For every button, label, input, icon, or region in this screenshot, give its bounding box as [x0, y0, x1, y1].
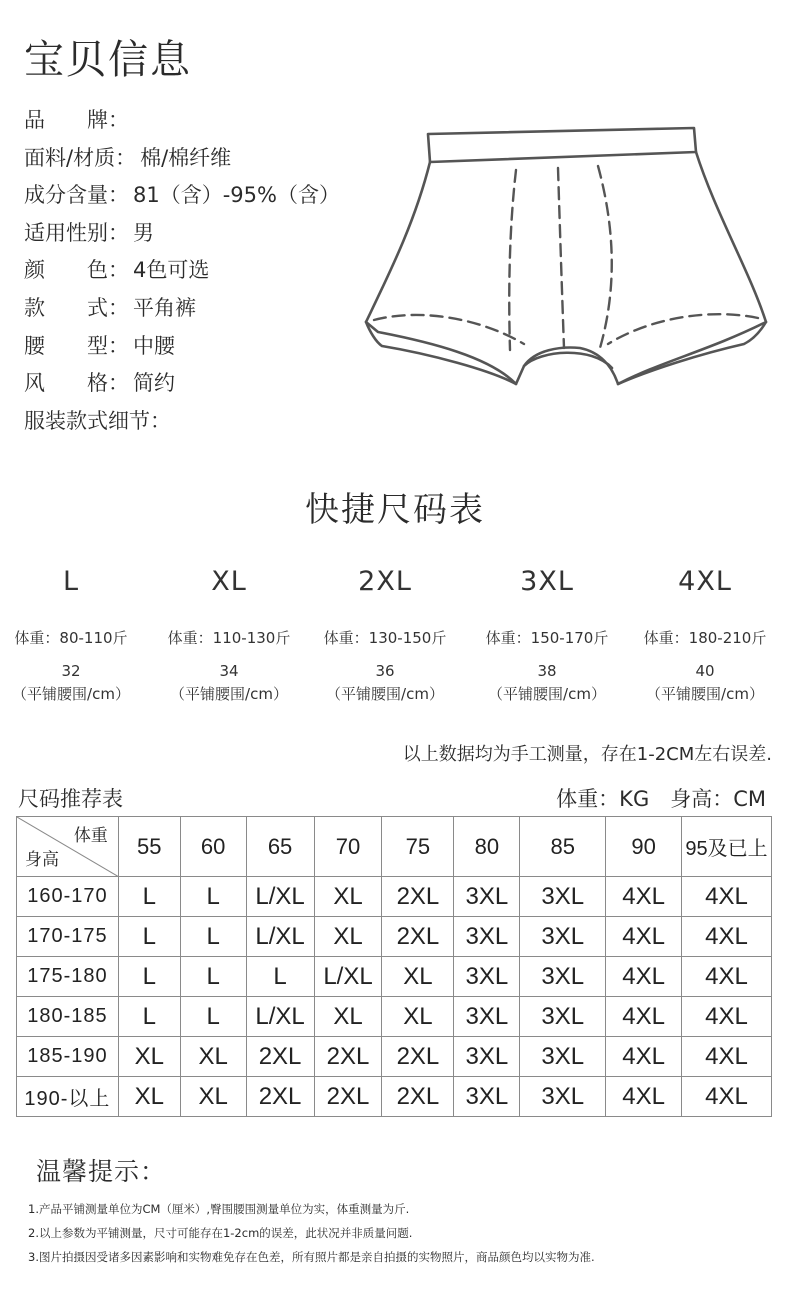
size-cell: 3XL	[454, 1037, 520, 1077]
info-label: 面料/材质：	[24, 145, 137, 170]
size-cell: L/XL	[246, 917, 314, 957]
size-name: 2XL	[358, 566, 412, 597]
weight-header-cell: 55	[118, 817, 180, 877]
weight-header-cell: 85	[520, 817, 606, 877]
table-corner-cell	[17, 817, 119, 877]
size-column	[0, 560, 150, 706]
height-range-cell: 180-185	[17, 997, 119, 1037]
tips-title: 温馨提示：	[36, 1157, 167, 1186]
weight-header-cell: 80	[454, 817, 520, 877]
size-weight-range: 体重：150-170斤	[485, 629, 609, 647]
table-row	[17, 877, 772, 917]
info-row	[24, 367, 340, 405]
weight-header-cell: 95及已上	[682, 817, 772, 877]
size-cell: 3XL	[520, 957, 606, 997]
size-name: XL	[211, 566, 247, 597]
size-cell: L	[118, 877, 180, 917]
size-cell: 3XL	[454, 1077, 520, 1117]
info-label: 成分含量：	[24, 183, 129, 208]
size-cell: L/XL	[314, 957, 382, 997]
size-waist-note: （平铺腰围/cm）	[646, 685, 764, 703]
size-cell: 2XL	[382, 917, 454, 957]
tips-list	[28, 1197, 595, 1269]
size-cell: 3XL	[520, 917, 606, 957]
size-cell: 2XL	[382, 1077, 454, 1117]
info-value: 平角裤	[133, 295, 196, 320]
size-cell: 3XL	[454, 877, 520, 917]
size-column	[468, 560, 626, 706]
table-header-row	[17, 817, 772, 877]
size-waist-note: （平铺腰围/cm）	[488, 685, 606, 703]
info-value: 简约	[133, 371, 175, 396]
size-cell: L	[180, 957, 246, 997]
size-cell: 3XL	[520, 1077, 606, 1117]
size-cell: 4XL	[606, 997, 682, 1037]
size-waist-note: （平铺腰围/cm）	[170, 685, 288, 703]
size-cell: 4XL	[682, 997, 772, 1037]
table-row	[17, 957, 772, 997]
info-label: 腰 型：	[24, 333, 129, 358]
size-cell: L	[180, 877, 246, 917]
size-waist-value: 38	[537, 662, 557, 680]
table-row	[17, 1037, 772, 1077]
quick-size-title: 快捷尺码表	[305, 490, 485, 530]
info-label: 适用性别：	[24, 220, 129, 245]
info-value: 棉/棉纤维	[140, 145, 232, 170]
size-cell: 2XL	[246, 1037, 314, 1077]
weight-header-cell: 70	[314, 817, 382, 877]
size-cell: 3XL	[454, 957, 520, 997]
corner-height-label: 身高	[25, 850, 59, 870]
size-cell: 3XL	[520, 1037, 606, 1077]
size-cell: XL	[180, 1077, 246, 1117]
info-row	[24, 217, 340, 255]
size-column	[306, 560, 464, 706]
size-column	[626, 560, 784, 706]
recommend-units: 体重：KG 身高：CM	[556, 787, 766, 811]
size-name: L	[62, 566, 80, 597]
size-cell: 3XL	[520, 877, 606, 917]
size-waist-value: 36	[375, 662, 395, 680]
size-cell: 2XL	[314, 1077, 382, 1117]
info-value: 中腰	[133, 333, 175, 358]
info-row	[24, 292, 340, 330]
size-cell: 4XL	[682, 957, 772, 997]
size-cell: XL	[314, 877, 382, 917]
size-cell: 4XL	[606, 917, 682, 957]
height-range-cell: 170-175	[17, 917, 119, 957]
info-row	[24, 142, 340, 180]
corner-weight-label: 体重	[73, 826, 108, 846]
size-cell: 4XL	[606, 877, 682, 917]
size-cell: 3XL	[454, 997, 520, 1037]
size-cell: XL	[314, 997, 382, 1037]
height-range-cell: 160-170	[17, 877, 119, 917]
size-cell: L	[180, 997, 246, 1037]
size-waist-note: （平铺腰围/cm）	[12, 685, 130, 703]
size-waist-value: 32	[61, 662, 81, 680]
table-row	[17, 917, 772, 957]
weight-header-cell: 60	[180, 817, 246, 877]
size-name: 4XL	[678, 566, 732, 597]
size-cell: 2XL	[314, 1037, 382, 1077]
size-weight-range: 体重：110-130斤	[167, 629, 291, 647]
size-cell: 4XL	[682, 1077, 772, 1117]
size-cell: L	[118, 957, 180, 997]
size-cell: 2XL	[382, 877, 454, 917]
info-row	[24, 405, 340, 443]
size-cell: 4XL	[682, 1037, 772, 1077]
tip-item: 2.以上参数为平铺测量，尺寸可能存在1-2cm的误差，此状况并非质量问题.	[28, 1226, 413, 1240]
size-cell: 4XL	[682, 917, 772, 957]
info-label: 风 格：	[24, 371, 129, 396]
size-waist-value: 40	[695, 662, 715, 680]
size-weight-range: 体重：130-150斤	[323, 629, 447, 647]
size-cell: 2XL	[382, 1037, 454, 1077]
recommend-title: 尺码推荐表	[18, 787, 123, 811]
info-label: 款 式：	[24, 295, 129, 320]
size-waist-note: （平铺腰围/cm）	[326, 685, 444, 703]
size-cell: XL	[118, 1037, 180, 1077]
height-range-cell: 190-以上	[17, 1077, 119, 1117]
info-label: 颜 色：	[24, 258, 129, 283]
info-value: 4色可选	[133, 258, 210, 283]
info-value: 81（含）-95%（含）	[133, 183, 340, 208]
info-row	[24, 254, 340, 292]
weight-header-cell: 75	[382, 817, 454, 877]
weight-header-cell: 90	[606, 817, 682, 877]
info-label: 品 牌：	[24, 108, 129, 132]
size-cell: 3XL	[520, 997, 606, 1037]
size-cell: L	[246, 957, 314, 997]
boxer-shorts-icon	[360, 122, 772, 392]
height-range-cell: 175-180	[17, 957, 119, 997]
tip-item: 3.图片拍摄因受诸多因素影响和实物难免存在色差，所有照片都是亲自拍摄的实物照片，商品颜色均以实物为准.	[28, 1250, 595, 1264]
weight-header-cell: 65	[246, 817, 314, 877]
size-recommend-table	[16, 816, 772, 1117]
size-cell: 4XL	[606, 1077, 682, 1117]
size-cell: L/XL	[246, 997, 314, 1037]
height-range-cell: 185-190	[17, 1037, 119, 1077]
size-cell: XL	[118, 1077, 180, 1117]
page-title: 宝贝信息	[24, 37, 192, 83]
info-label: 服装款式细节：	[24, 408, 171, 433]
info-value: 男	[133, 220, 154, 245]
size-waist-value: 34	[219, 662, 239, 680]
table-row	[17, 1077, 772, 1117]
tip-item: 1.产品平铺测量单位为CM（厘米）,臀围腰围测量单位为实，体重测量为斤.	[28, 1202, 410, 1216]
size-cell: 4XL	[682, 877, 772, 917]
size-cell: 2XL	[246, 1077, 314, 1117]
size-cell: XL	[314, 917, 382, 957]
size-weight-range: 体重：80-110斤	[14, 629, 128, 647]
size-cell: L	[118, 917, 180, 957]
info-row	[24, 179, 340, 217]
size-cell: XL	[382, 957, 454, 997]
info-row	[24, 330, 340, 368]
size-weight-range: 体重：180-210斤	[643, 629, 767, 647]
size-cell: 4XL	[606, 957, 682, 997]
size-cell: 3XL	[454, 917, 520, 957]
size-cell: XL	[180, 1037, 246, 1077]
size-cell: L	[118, 997, 180, 1037]
size-name: 3XL	[520, 566, 574, 597]
size-cell: 4XL	[606, 1037, 682, 1077]
table-row	[17, 997, 772, 1037]
size-cell: L	[180, 917, 246, 957]
info-row	[24, 104, 340, 142]
size-cell: XL	[382, 997, 454, 1037]
size-column	[150, 560, 308, 706]
measurement-note: 以上数据均为手工测量，存在1-2CM左右误差.	[402, 744, 772, 765]
product-info-list	[24, 104, 340, 442]
size-cell: L/XL	[246, 877, 314, 917]
